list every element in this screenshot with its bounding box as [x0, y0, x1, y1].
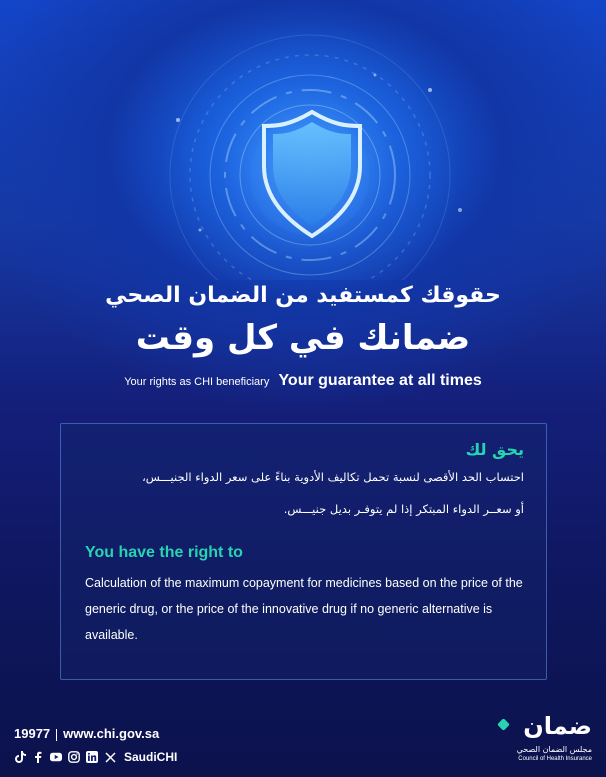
contact-line: [14, 726, 177, 741]
logo-mark: ضمان: [523, 712, 592, 740]
headline-arabic: ضمانك في كل وقت: [135, 318, 471, 358]
card-text-english: Calculation of the maximum copayment for medicines based on the price of the generic drug, or the price of the innovative drug if no generic alternative is available.: [85, 576, 523, 642]
rights-card: [60, 423, 547, 680]
x-icon[interactable]: [104, 751, 116, 763]
tiktok-icon[interactable]: [14, 751, 26, 763]
social-links: [14, 750, 177, 764]
subtitle-english-big: Your guarantee at all times: [278, 372, 482, 389]
card-text-arabic-line2: أو سعــر الدواء المبتكر إذا لم يتوفـر بديل جنيـــس.: [283, 502, 524, 516]
chi-logo: [497, 712, 592, 767]
instagram-icon[interactable]: [68, 751, 80, 763]
card-heading-arabic: يحق لك: [465, 440, 524, 459]
facebook-icon[interactable]: [32, 751, 44, 763]
card-text-arabic-line1: احتساب الحد الأقصى لنسبة تحمل تكاليف الأدوية بناءً على سعر الدواء الجنيـــس،: [142, 470, 524, 484]
title-arabic: حقوقك كمستفيد من الضمان الصحي: [105, 283, 501, 308]
subtitle-english-small: Your rights as CHI beneficiary: [124, 376, 270, 388]
footer-contact: [14, 726, 177, 764]
social-handle[interactable]: SaudiCHI: [124, 750, 178, 764]
logo-subtitle-arabic: مجلس الضمان الصحي: [516, 745, 592, 754]
website-link[interactable]: www.chi.gov.sa: [63, 726, 160, 741]
divider: [56, 729, 57, 741]
subtitle-english: [0, 370, 606, 390]
youtube-icon[interactable]: [50, 751, 62, 763]
hero-shield-graphic: [0, 0, 606, 280]
logo-dot: [497, 718, 510, 731]
logo-subtitle-english: Council of Health Insurance: [518, 756, 592, 762]
phone-number[interactable]: 19977: [14, 726, 51, 741]
card-heading-english: You have the right to: [85, 544, 243, 561]
linkedin-icon[interactable]: [86, 751, 98, 763]
